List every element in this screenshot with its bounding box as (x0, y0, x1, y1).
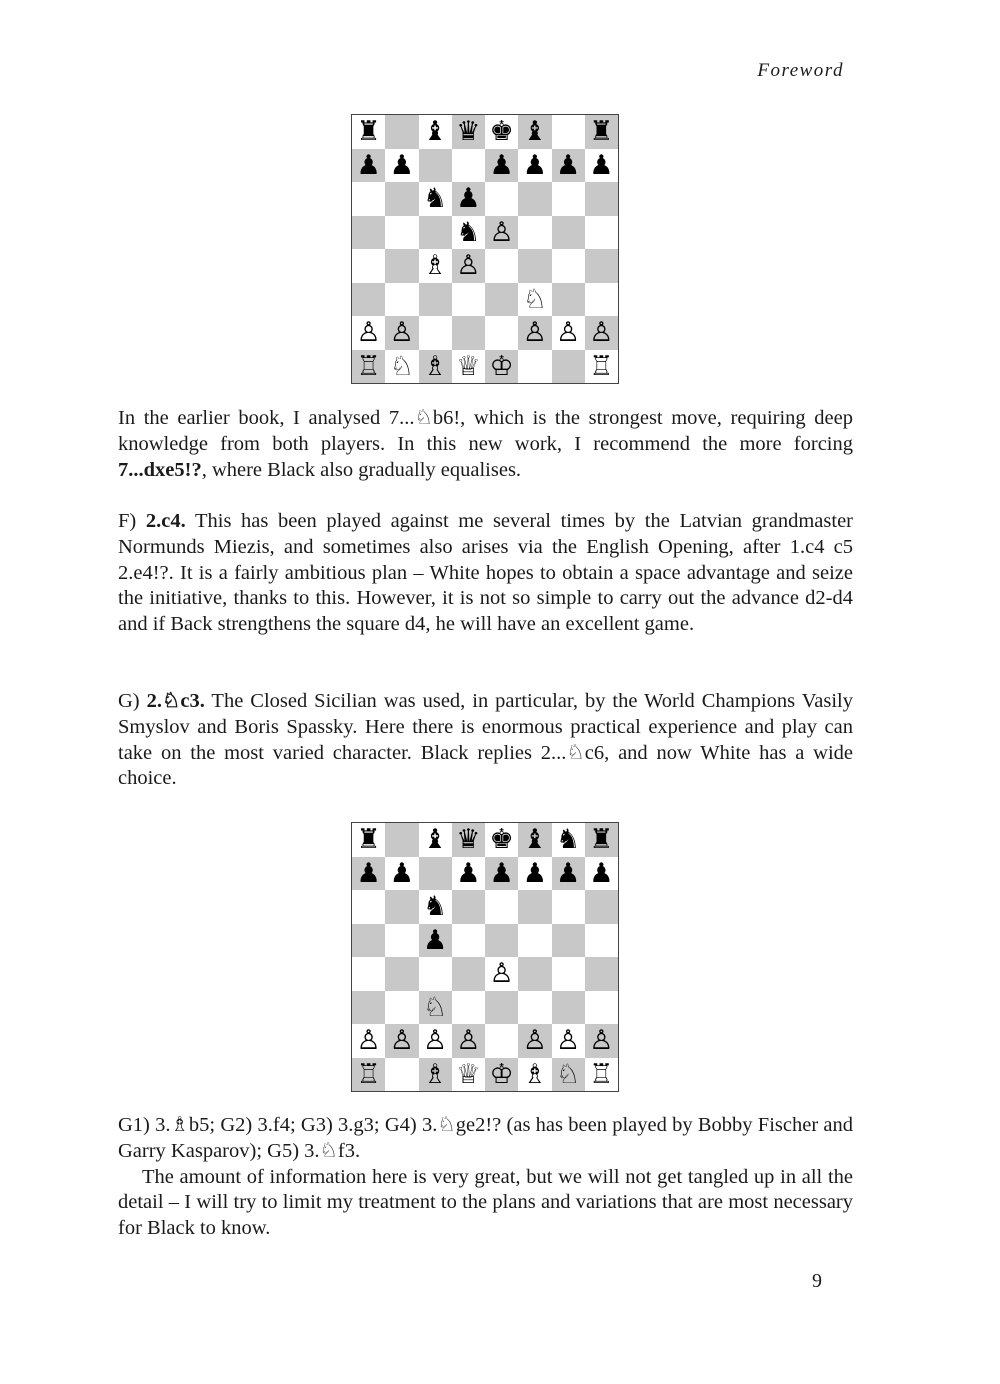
white-pawn-icon: ♙ (423, 1025, 448, 1057)
white-knight-icon: ♘ (389, 350, 414, 382)
square-a7 (352, 149, 385, 183)
square-g1 (552, 1058, 585, 1092)
square-g5 (552, 924, 585, 958)
square-b8 (385, 823, 418, 857)
square-d4 (452, 249, 485, 283)
square-e6 (485, 890, 518, 924)
square-d3 (452, 283, 485, 317)
square-c5 (419, 216, 452, 250)
square-c8 (419, 115, 452, 149)
square-c4 (419, 249, 452, 283)
black-bishop-icon: ♝ (423, 116, 448, 148)
black-bishop-icon: ♝ (423, 824, 448, 856)
square-f8 (518, 823, 551, 857)
square-f7 (518, 857, 551, 891)
square-f8 (518, 115, 551, 149)
white-rook-icon: ♖ (589, 1058, 614, 1090)
white-bishop-icon: ♗ (423, 350, 448, 382)
square-e8 (485, 115, 518, 149)
square-a7 (352, 857, 385, 891)
black-queen-icon: ♛ (456, 116, 481, 148)
white-pawn-icon: ♙ (456, 1025, 481, 1057)
square-a2 (352, 316, 385, 350)
square-g7 (552, 857, 585, 891)
black-rook-icon: ♜ (589, 824, 614, 856)
white-bishop-icon: ♗ (522, 1058, 547, 1090)
square-e7 (485, 149, 518, 183)
square-d5 (452, 216, 485, 250)
square-g7 (552, 149, 585, 183)
white-pawn-icon: ♙ (489, 958, 514, 990)
black-pawn-icon: ♟ (356, 857, 381, 889)
square-h2 (585, 1024, 618, 1058)
square-d4 (452, 957, 485, 991)
square-g6 (552, 182, 585, 216)
white-rook-icon: ♖ (589, 350, 614, 382)
square-h1 (585, 1058, 618, 1092)
square-h5 (585, 216, 618, 250)
square-f1 (518, 1058, 551, 1092)
chess-diagram-1 (351, 114, 619, 384)
black-pawn-icon: ♟ (556, 857, 581, 889)
white-bishop-icon: ♗ (423, 1058, 448, 1090)
black-pawn-icon: ♟ (456, 857, 481, 889)
square-d2 (452, 1024, 485, 1058)
white-king-icon: ♔ (489, 1058, 514, 1090)
square-b1 (385, 1058, 418, 1092)
white-pawn-icon: ♙ (389, 1025, 414, 1057)
square-c1 (419, 350, 452, 384)
black-knight-icon: ♞ (556, 824, 581, 856)
square-e8 (485, 823, 518, 857)
black-king-icon: ♚ (489, 116, 514, 148)
white-queen-icon: ♕ (456, 1058, 481, 1090)
white-bishop-icon: ♗ (423, 250, 448, 282)
square-b2 (385, 1024, 418, 1058)
black-rook-icon: ♜ (356, 116, 381, 148)
square-a8 (352, 115, 385, 149)
black-pawn-icon: ♟ (423, 924, 448, 956)
square-g4 (552, 957, 585, 991)
paragraph-g-options: G1) 3.♗b5; G2) 3.f4; G3) 3.g3; G4) 3.♘ge2!? (as has been played by Bobby Fischer and Garry Kasparov); G5) 3.♘f3. The amount of information here is very great, but we will not get tangled up in all the detail – I will try to limit my treatment to the plans and variations that are most necessary for Black to know. (118, 1113, 853, 1242)
square-h6 (585, 182, 618, 216)
square-a1 (352, 1058, 385, 1092)
square-g3 (552, 991, 585, 1025)
white-knight-icon: ♘ (556, 1058, 581, 1090)
square-a2 (352, 1024, 385, 1058)
square-c2 (419, 316, 452, 350)
white-pawn-icon: ♙ (456, 250, 481, 282)
black-pawn-icon: ♟ (589, 857, 614, 889)
square-a4 (352, 249, 385, 283)
square-f1 (518, 350, 551, 384)
square-b7 (385, 149, 418, 183)
black-king-icon: ♚ (489, 824, 514, 856)
black-pawn-icon: ♟ (389, 857, 414, 889)
square-g4 (552, 249, 585, 283)
square-d7 (452, 149, 485, 183)
white-pawn-icon: ♙ (589, 317, 614, 349)
white-knight-icon: ♘ (161, 690, 181, 712)
white-queen-icon: ♕ (456, 350, 481, 382)
white-pawn-icon: ♙ (556, 317, 581, 349)
white-bishop-icon: ♗ (170, 1114, 189, 1136)
square-f5 (518, 924, 551, 958)
white-rook-icon: ♖ (356, 350, 381, 382)
square-a5 (352, 924, 385, 958)
square-b5 (385, 924, 418, 958)
black-queen-icon: ♛ (456, 824, 481, 856)
square-a4 (352, 957, 385, 991)
page-number: 9 (812, 1270, 822, 1292)
square-f2 (518, 316, 551, 350)
white-pawn-icon: ♙ (522, 317, 547, 349)
white-knight-icon: ♘ (319, 1139, 338, 1162)
white-pawn-icon: ♙ (556, 1025, 581, 1057)
white-knight-icon: ♘ (414, 407, 433, 429)
square-h7 (585, 857, 618, 891)
white-pawn-icon: ♙ (589, 1025, 614, 1057)
square-b3 (385, 991, 418, 1025)
chess-diagram-2 (351, 822, 619, 1092)
square-c2 (419, 1024, 452, 1058)
white-knight-icon: ♘ (522, 283, 547, 315)
square-h3 (585, 283, 618, 317)
square-h3 (585, 991, 618, 1025)
square-h7 (585, 149, 618, 183)
white-pawn-icon: ♙ (356, 1025, 381, 1057)
square-b2 (385, 316, 418, 350)
square-g1 (552, 350, 585, 384)
square-d1 (452, 1058, 485, 1092)
square-b4 (385, 957, 418, 991)
square-f4 (518, 249, 551, 283)
square-f7 (518, 149, 551, 183)
square-g8 (552, 823, 585, 857)
square-b3 (385, 283, 418, 317)
paragraph-1: In the earlier book, I analysed 7...♘b6!, which is the strongest move, requiring deep knowledge from both players. In this new work, I recommend the more forcing 7...dxe5!?, where Black also gradually equalises. (118, 407, 853, 481)
square-c3 (419, 991, 452, 1025)
square-e7 (485, 857, 518, 891)
square-c6 (419, 890, 452, 924)
square-d7 (452, 857, 485, 891)
square-d6 (452, 890, 485, 924)
square-e4 (485, 249, 518, 283)
square-f4 (518, 957, 551, 991)
square-f6 (518, 182, 551, 216)
square-e2 (485, 1024, 518, 1058)
square-a1 (352, 350, 385, 384)
square-h2 (585, 316, 618, 350)
square-g2 (552, 316, 585, 350)
square-d2 (452, 316, 485, 350)
black-pawn-icon: ♟ (522, 149, 547, 181)
black-bishop-icon: ♝ (522, 824, 547, 856)
square-h4 (585, 249, 618, 283)
black-rook-icon: ♜ (589, 116, 614, 148)
square-c8 (419, 823, 452, 857)
white-pawn-icon: ♙ (389, 317, 414, 349)
square-e5 (485, 924, 518, 958)
black-bishop-icon: ♝ (522, 116, 547, 148)
square-b6 (385, 890, 418, 924)
square-g5 (552, 216, 585, 250)
square-c7 (419, 857, 452, 891)
square-c6 (419, 182, 452, 216)
square-e4 (485, 957, 518, 991)
white-knight-icon: ♘ (423, 991, 448, 1023)
black-pawn-icon: ♟ (589, 149, 614, 181)
white-knight-icon: ♘ (437, 1114, 456, 1136)
paragraph-f: F) 2.c4. This has been played against me several times by the Latvian grandmaster Normunds Miezis, and sometimes also arises via the English Opening, after 1.c4 c5 2.e4!?. It is a fairly ambitious plan – White hopes to obtain a space advantage and seize the initiative, thanks to this. However, it is not so simple to carry out the advance d2-d4 and if Back strengthens the square d4, he will have an excellent game. (118, 510, 853, 636)
square-e1 (485, 1058, 518, 1092)
square-h8 (585, 115, 618, 149)
square-b8 (385, 115, 418, 149)
square-c3 (419, 283, 452, 317)
square-b7 (385, 857, 418, 891)
square-f2 (518, 1024, 551, 1058)
square-c5 (419, 924, 452, 958)
square-h6 (585, 890, 618, 924)
black-pawn-icon: ♟ (356, 149, 381, 181)
square-a8 (352, 823, 385, 857)
square-h5 (585, 924, 618, 958)
running-title: Foreword (757, 60, 844, 81)
square-d6 (452, 182, 485, 216)
black-pawn-icon: ♟ (489, 857, 514, 889)
square-h8 (585, 823, 618, 857)
square-a3 (352, 283, 385, 317)
square-b4 (385, 249, 418, 283)
square-e5 (485, 216, 518, 250)
black-pawn-icon: ♟ (389, 149, 414, 181)
square-b1 (385, 350, 418, 384)
paragraph-g: G) 2.♘c3. The Closed Sicilian was used, in particular, by the World Champions Vasily Smyslov and Boris Spassky. Here there is enormous practical experience and play can take on the most varied character. Black replies 2...♘c6, and now White has a wide choice. (118, 690, 854, 790)
square-d3 (452, 991, 485, 1025)
black-pawn-icon: ♟ (522, 857, 547, 889)
square-a3 (352, 991, 385, 1025)
white-pawn-icon: ♙ (522, 1025, 547, 1057)
white-king-icon: ♔ (489, 350, 514, 382)
square-e1 (485, 350, 518, 384)
white-pawn-icon: ♙ (356, 317, 381, 349)
square-c7 (419, 149, 452, 183)
paragraph-closing: The amount of information here is very great, but we will not get tangled up in all the detail – I will try to limit my treatment to the plans and variations that are most necessary for Black to know. (118, 1165, 853, 1240)
square-a6 (352, 890, 385, 924)
square-g6 (552, 890, 585, 924)
square-d8 (452, 115, 485, 149)
square-h4 (585, 957, 618, 991)
white-knight-icon: ♘ (566, 741, 585, 764)
square-e3 (485, 991, 518, 1025)
square-e6 (485, 182, 518, 216)
square-e3 (485, 283, 518, 317)
square-c4 (419, 957, 452, 991)
black-rook-icon: ♜ (356, 824, 381, 856)
square-d1 (452, 350, 485, 384)
square-f3 (518, 991, 551, 1025)
black-knight-icon: ♞ (456, 216, 481, 248)
square-d5 (452, 924, 485, 958)
black-pawn-icon: ♟ (489, 149, 514, 181)
square-c1 (419, 1058, 452, 1092)
square-b5 (385, 216, 418, 250)
square-d8 (452, 823, 485, 857)
square-b6 (385, 182, 418, 216)
square-g3 (552, 283, 585, 317)
white-pawn-icon: ♙ (489, 216, 514, 248)
square-a5 (352, 216, 385, 250)
square-f6 (518, 890, 551, 924)
black-pawn-icon: ♟ (556, 149, 581, 181)
square-g8 (552, 115, 585, 149)
square-e2 (485, 316, 518, 350)
square-a6 (352, 182, 385, 216)
square-f5 (518, 216, 551, 250)
square-g2 (552, 1024, 585, 1058)
square-f3 (518, 283, 551, 317)
white-rook-icon: ♖ (356, 1058, 381, 1090)
square-h1 (585, 350, 618, 384)
black-knight-icon: ♞ (423, 183, 448, 215)
black-knight-icon: ♞ (423, 891, 448, 923)
black-pawn-icon: ♟ (456, 183, 481, 215)
